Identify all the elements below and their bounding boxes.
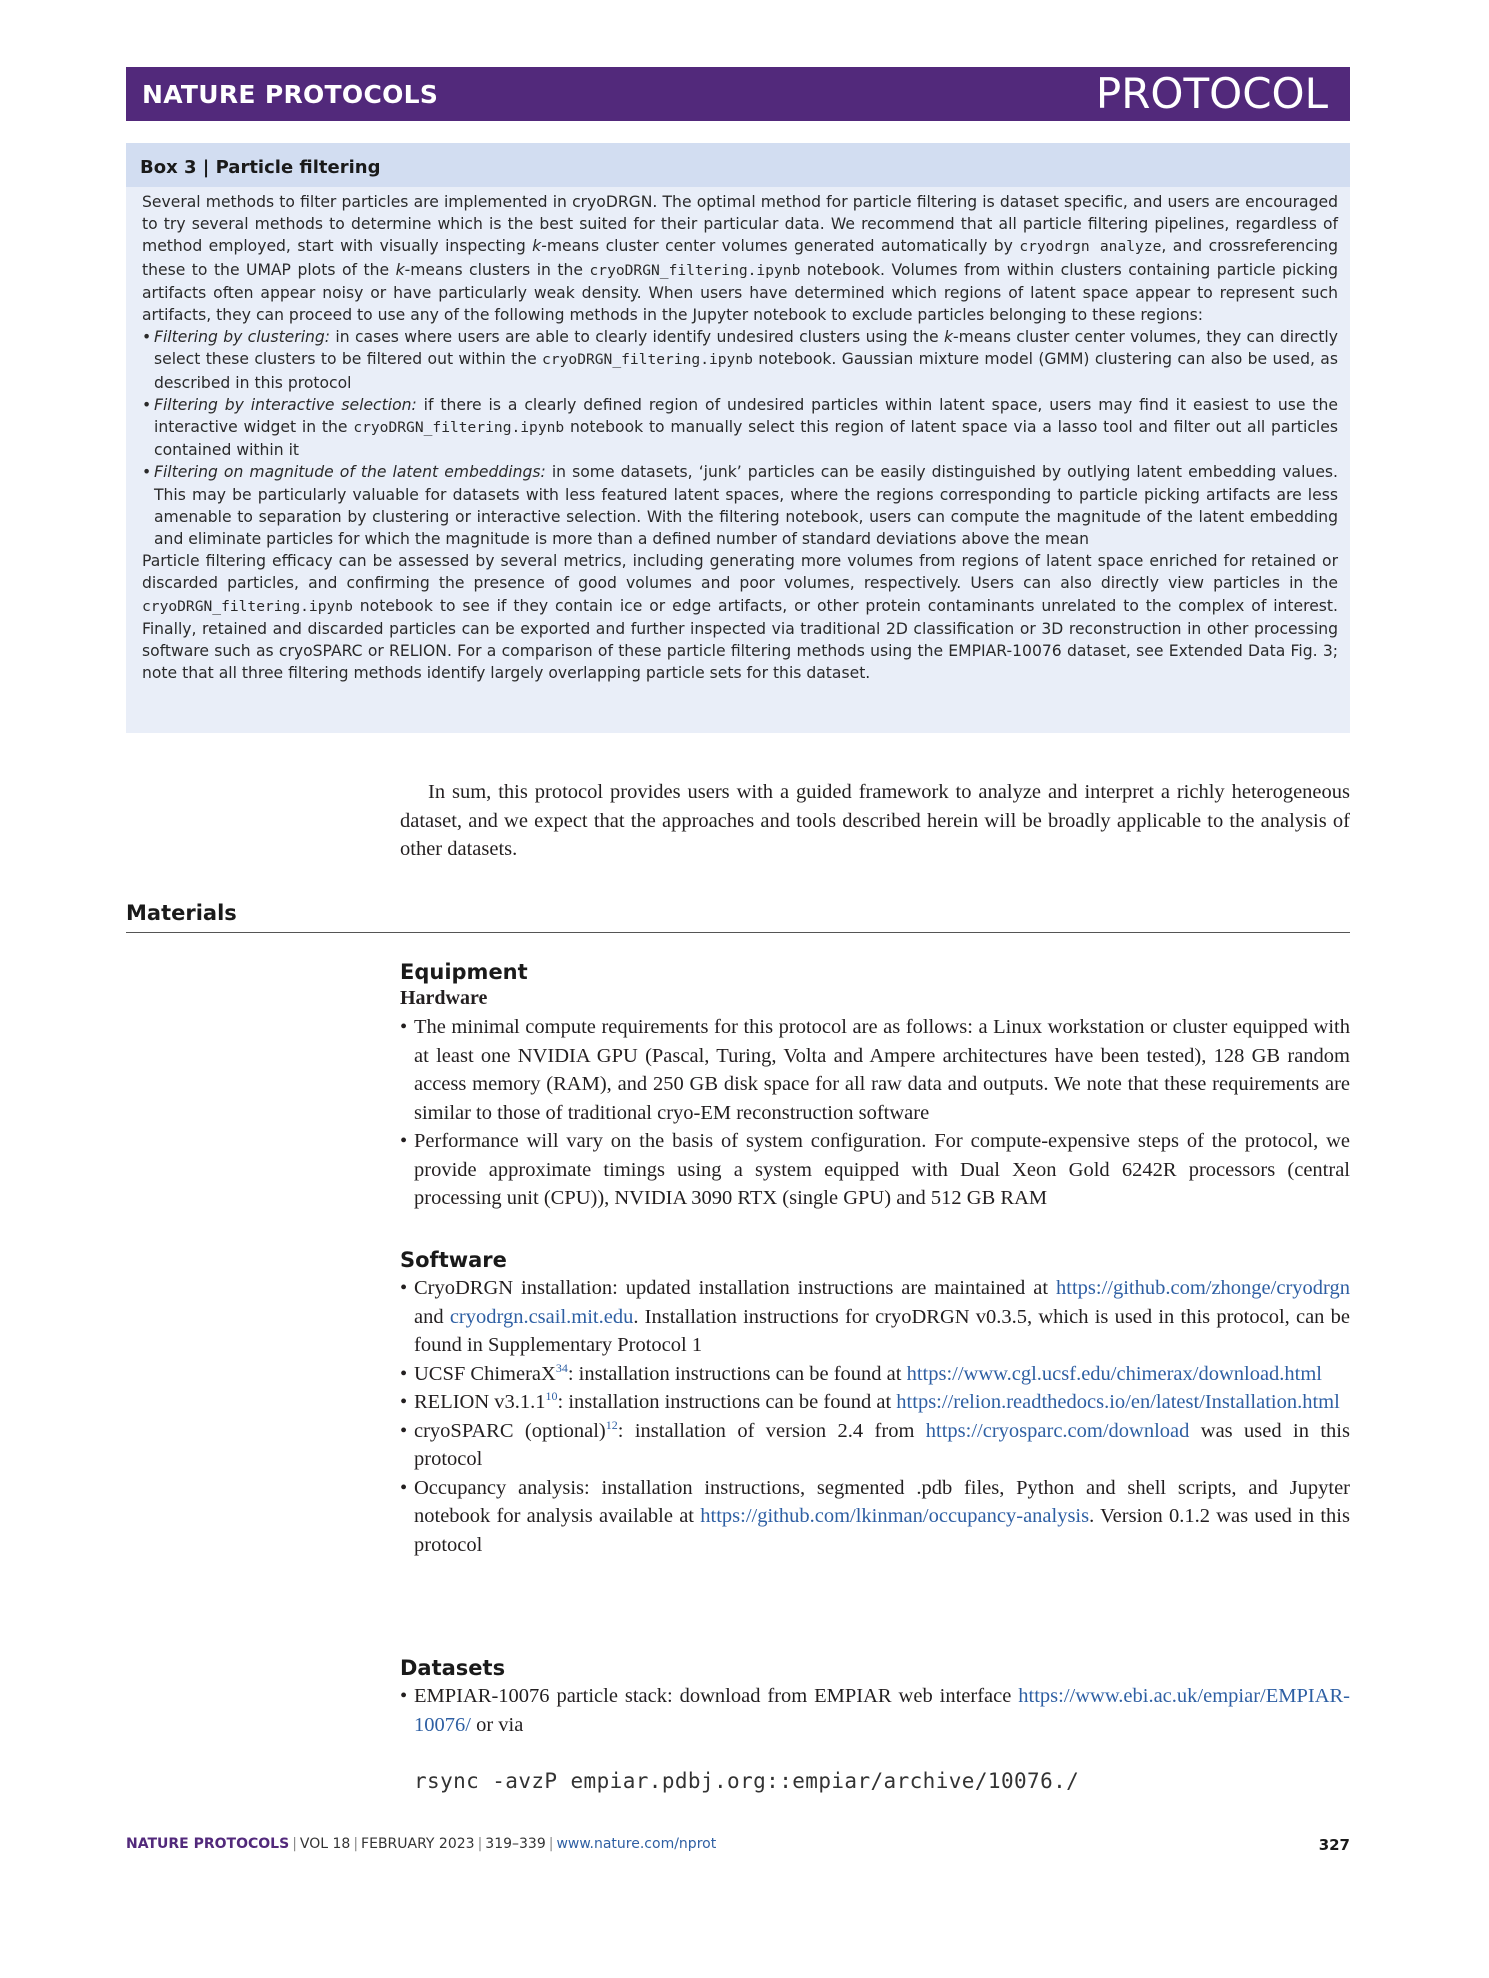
link-cryodrgn-website[interactable]: cryodrgn.csail.mit.edu [449, 1305, 634, 1328]
reference-link[interactable]: 10 [545, 1389, 558, 1404]
link-occupancy-analysis[interactable]: https://github.com/lkinman/occupancy-analysis [700, 1505, 1090, 1527]
footer-date: FEBRUARY 2023 [361, 1836, 475, 1852]
reference-link[interactable]: 12 [605, 1417, 618, 1432]
list-item: • CryoDRGN installation: updated installation instructions are maintained at https://github.com/zhonge/cryodrgn and cryodrgn.csail.mit.edu. Installation instructions for cryoDRGN v0.3.5, which is used in this protocol, can be found in Supplementary Protocol 1 [400, 1277, 1350, 1356]
list-item: • RELION v3.1.1$^{10}$: installation instructions can be found at https://relion.readthedocs.io/en/latest/Installation.html [400, 1389, 1340, 1413]
subheading-equipment: Equipment [400, 960, 528, 984]
link-cryosparc-download[interactable]: https://cryosparc.com/download [925, 1419, 1190, 1442]
box-bullet-clustering: • Filtering by clustering: in cases where users are able to clearly identify undesired clusters using the k-means cluster center volumes, they can directly select these clusters to be filtered out within the cryoDRGN_filtering.ipynb notebook. Gaussian mixture model (GMM) clustering can also be used, as described in this protocol [142, 326, 1338, 394]
software-list [400, 1274, 1350, 1559]
link-cryodrgn-github[interactable]: https://github.com/zhonge/cryodrgn [1056, 1277, 1350, 1299]
journal-name: NATURE PROTOCOLS [142, 80, 439, 109]
list-item: • cryoSPARC (optional)$^{12}$: installation of version 2.4 from https://cryosparc.com/download was used in this protocol [400, 1417, 1350, 1470]
link-empiar-10076[interactable]: https://www.ebi.ac.uk/empiar/EMPIAR-10076/ [414, 1685, 1350, 1736]
journal-header-band [126, 67, 1350, 121]
box-particle-filtering [126, 143, 1350, 733]
link-chimerax-download[interactable]: https://www.cgl.ucsf.edu/chimerax/download.html [906, 1362, 1323, 1385]
box-body [142, 191, 1338, 684]
reference-link[interactable]: 34 [555, 1360, 568, 1375]
code-filtering-notebook: cryoDRGN_filtering.ipynb [589, 261, 801, 279]
footer-volume: VOL 18 [299, 1836, 351, 1852]
code-cryodrgn-analyze: cryodrgn analyze [1019, 238, 1162, 256]
section-rule [126, 932, 1350, 933]
bullet-dot: • [142, 395, 152, 414]
page-number: 327 [1318, 1836, 1350, 1854]
list-item: • The minimal compute requirements for this protocol are as follows: a Linux workstation or cluster equipped with at least one NVIDIA GPU (Pascal, Turing, Volta and Ampere architectures have been tested), 128 GB random access memory (RAM), and 250 GB disk space for all raw data and outputs. We note that these requirements are similar to those of traditional cryo-EM reconstruction software [400, 1016, 1350, 1124]
footer-url-link[interactable]: www.nature.com/nprot [556, 1836, 717, 1852]
list-item: • UCSF ChimeraX$^{34}$: installation instructions can be found at https://www.cgl.ucsf.edu/chimerax/download.html [400, 1360, 1323, 1385]
page-footer: NATURE PROTOCOLS | VOL 18 | FEBRUARY 2023 | 319–339 | www.nature.com/nprot 327 [126, 1836, 1350, 1854]
box-title: Box 3 | Particle filtering [140, 157, 381, 178]
link-relion-installation[interactable]: https://relion.readthedocs.io/en/latest/Installation.html [896, 1391, 1340, 1413]
box-bullet-magnitude: • Filtering on magnitude of the latent embeddings: in some datasets, ‘junk’ particles can be easily distinguished by outlying latent embedding values. This may be particularly valuable for datasets with less featured latent spaces, where the regions corresponding to particle picking artifacts are less amenable to separation by clustering or interactive selection. With the filtering notebook, users can compute the magnitude of the latent embedding and eliminate particles for which the magnitude is more than a defined number of standard deviations above the mean [142, 461, 1338, 550]
list-item: • Performance will vary on the basis of system configuration. For compute-expensive steps of the protocol, we provide approximate timings using a system equipped with Dual Xeon Gold 6242R processors (central processing unit (CPU)), NVIDIA 3090 RTX (single GPU) and 512 GB RAM [400, 1130, 1350, 1209]
bullet-dot: • [142, 463, 152, 482]
bullet-dot: • [142, 328, 152, 347]
list-item: • EMPIAR-10076 particle stack: download from EMPIAR web interface https://www.ebi.ac.uk/empiar/EMPIAR-10076/ or via [400, 1685, 1350, 1736]
section-heading-materials: Materials [126, 901, 237, 925]
summary-paragraph: In sum, this protocol provides users with a guided framework to analyze and interpret a richly heterogeneous dataset, and we expect that the approaches and tools described herein will be broadly applicable to the analysis of other datasets. [400, 781, 1350, 860]
box-outro-paragraph: Particle filtering efficacy can be assessed by several metrics, including generating more volumes from regions of latent space enriched for retained or discarded particles, and confirming the presence of good volumes and poor volumes, respectively. Users can also directly view particles in the cryoDRGN_filtering.ipynb notebook to see if they contain ice or edge artifacts, or other protein contaminants unrelated to the complex of interest. Finally, retained and discarded particles can be exported and further inspected via traditional 2D classification or 3D reconstruction in other processing software such as cryoSPARC or RELION. For a comparison of these particle filtering methods using the EMPIAR-10076 dataset, see Extended Data Fig. 3; note that all three filtering methods identify largely overlapping particle sets for this dataset. [142, 552, 1338, 683]
box-bullet-interactive-selection: • Filtering by interactive selection: if there is a clearly defined region of undesired particles within latent space, users may find it easiest to use the interactive widget in the cryoDRGN_filtering.ipynb notebook to manually select this region of latent space via a lasso tool and filter out all particles contained within it [142, 394, 1338, 462]
article-type: PROTOCOL [1095, 69, 1328, 118]
rsync-command: rsync -avzP empiar.pdbj.org::empiar/archive/10076./ [414, 1769, 1080, 1793]
footer-pages: 319–339 [485, 1836, 546, 1852]
datasets-list [400, 1682, 1350, 1739]
subheading-software: Software [400, 1248, 507, 1272]
subheading-datasets: Datasets [400, 1656, 506, 1680]
footer-journal: NATURE PROTOCOLS [126, 1836, 290, 1852]
subheading-hardware: Hardware [400, 987, 488, 1009]
list-item: • Occupancy analysis: installation instructions, segmented .pdb files, Python and shell scripts, and Jupyter notebook for analysis available at https://github.com/lkinman/occupancy-analysis. Version 0.1.2 was used in this protocol [400, 1476, 1350, 1556]
hardware-list [400, 1013, 1350, 1213]
box-intro-paragraph: Several methods to filter particles are implemented in cryoDRGN. The optimal method for particle filtering is dataset specific, and users are encouraged to try several methods to determine which is the best suited for their particular data. We recommend that all particle filtering pipelines, regardless of method employed, start with visually inspecting k-means cluster center volumes generated automatically by cryodrgn analyze, and crossreferencing these to the UMAP plots of the k-means clusters in the cryoDRGN_filtering.ipynb notebook. Volumes from within clusters containing particle picking artifacts often appear noisy or have particularly weak density. When users have determined which regions of latent space appear to represent such artifacts, they can proceed to use any of the following methods in the Jupyter notebook to exclude particles belonging to these regions: [142, 193, 1339, 325]
